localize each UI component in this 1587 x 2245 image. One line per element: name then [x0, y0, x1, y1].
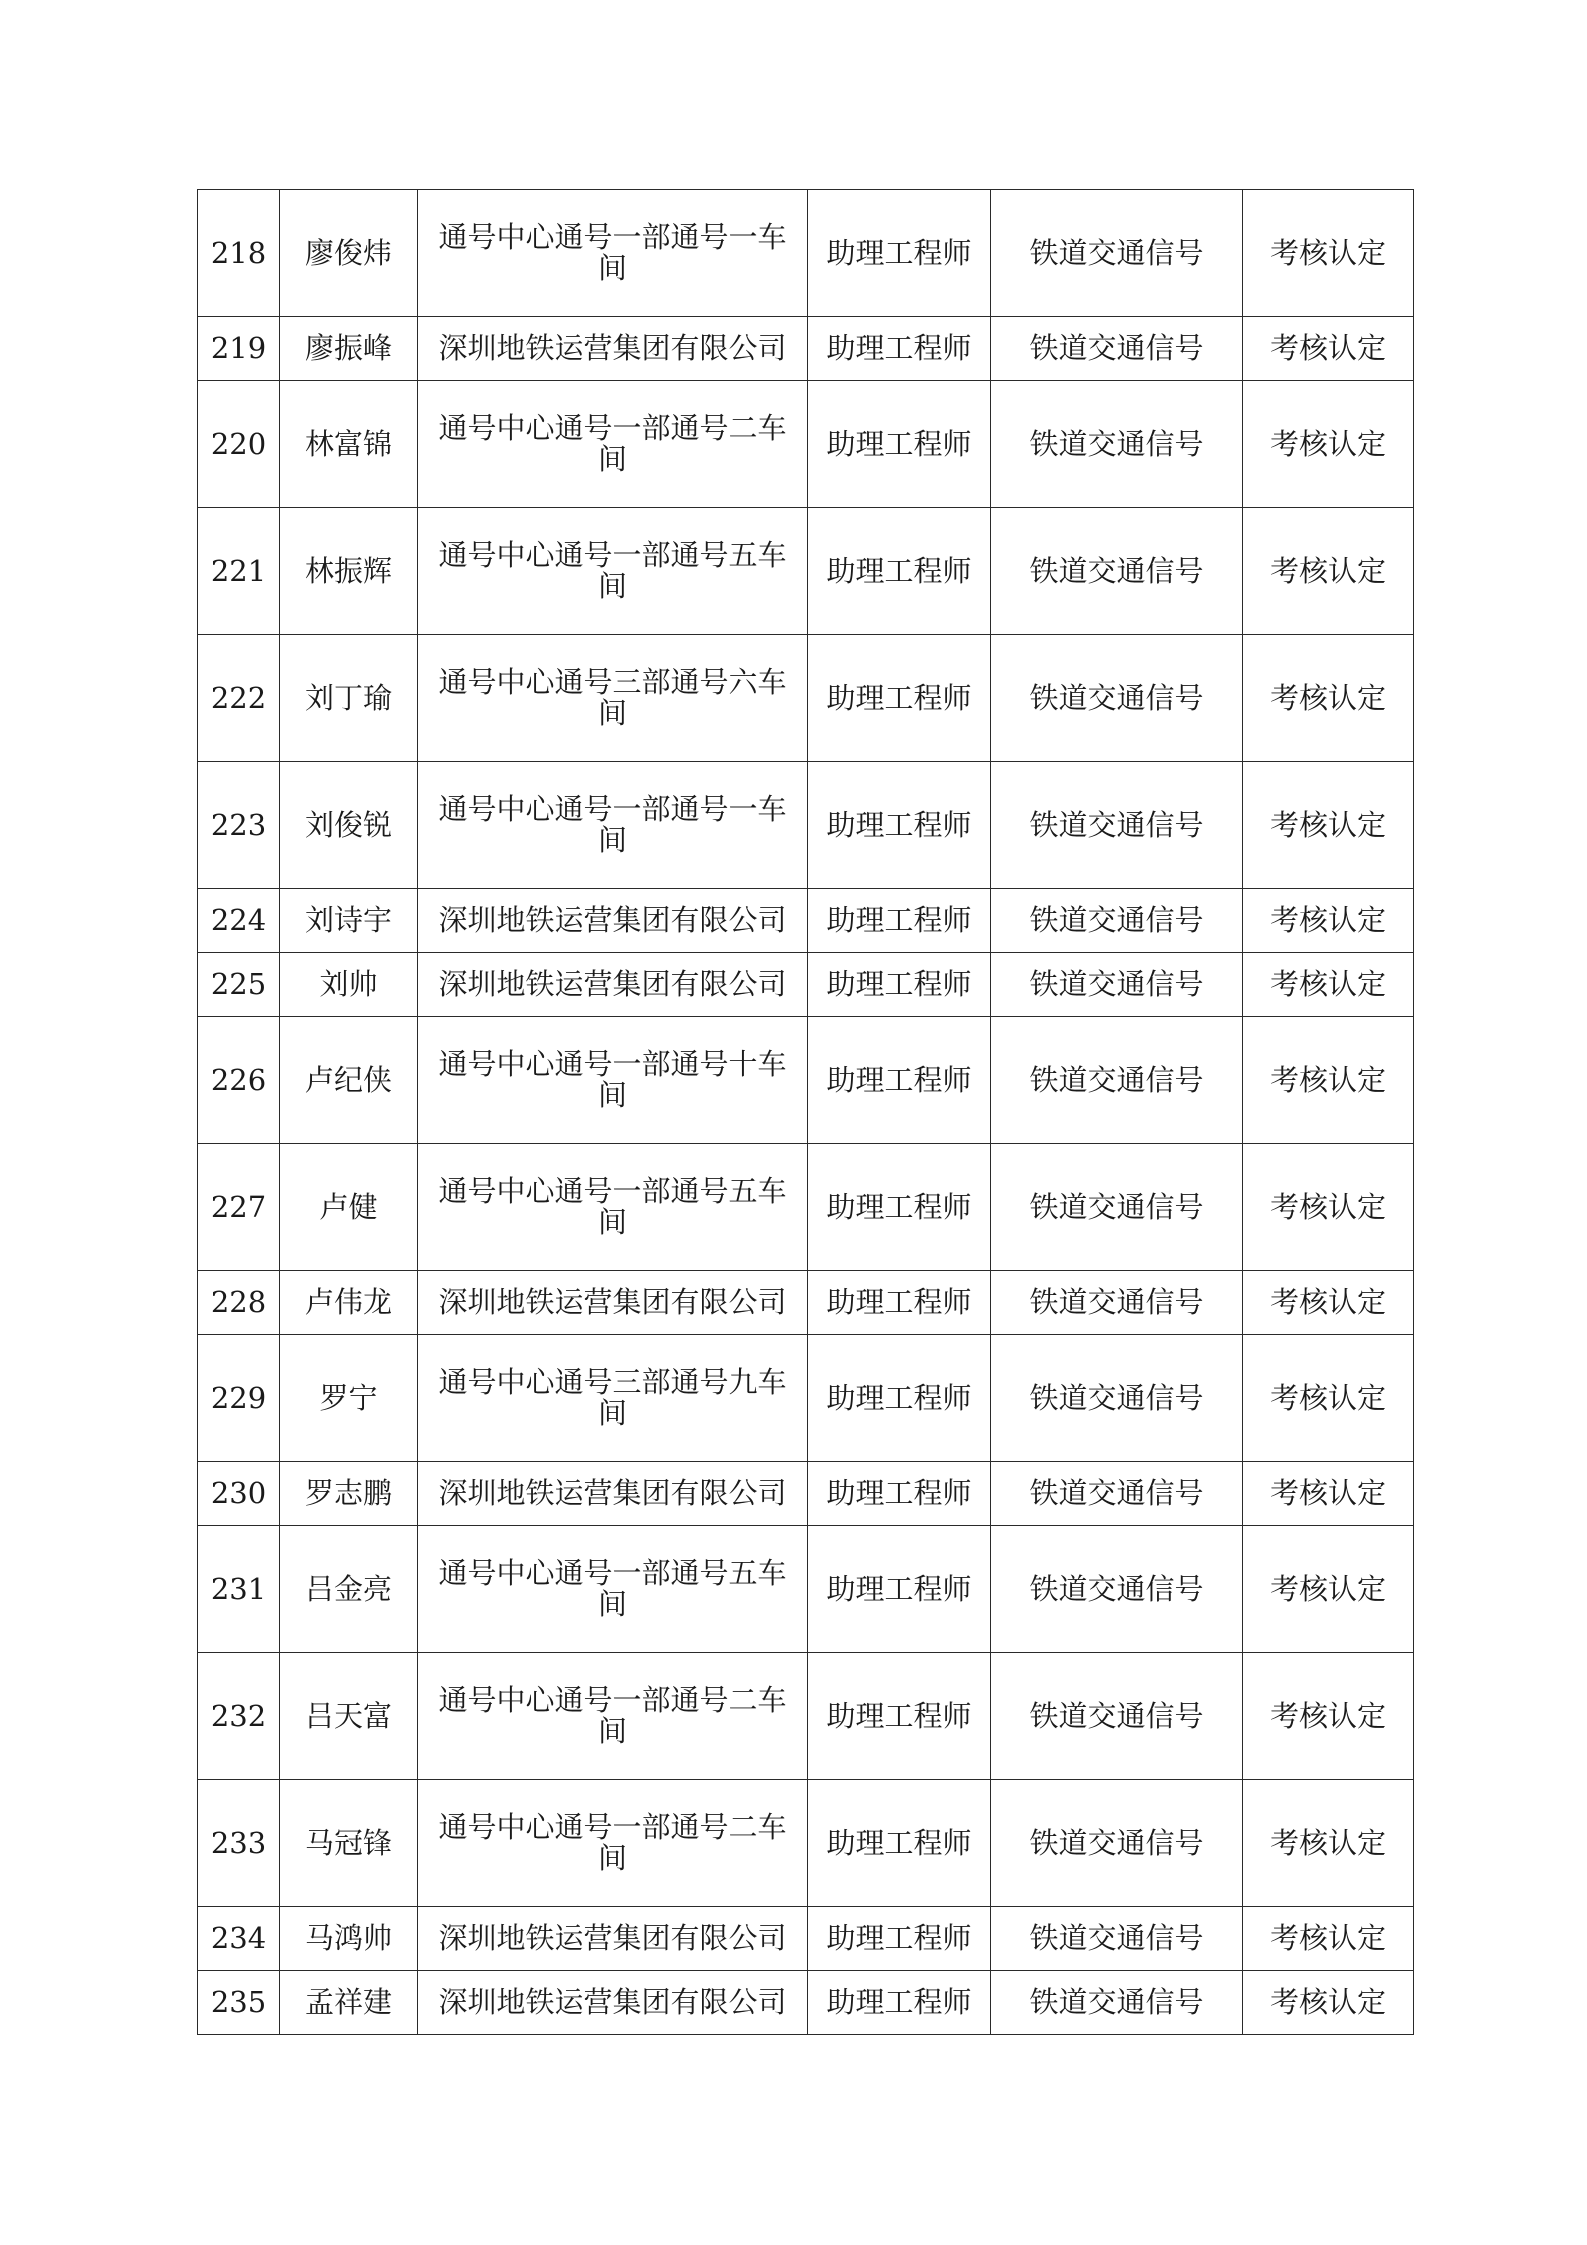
table-row — [198, 1780, 1414, 1907]
work-unit-line: 间 — [597, 1841, 627, 1875]
work-unit-cell — [418, 953, 808, 1017]
work-unit-line: 通号中心通号一部通号五车 — [438, 1556, 787, 1590]
table-row — [198, 635, 1414, 762]
qualification-title-cell: 助理工程师 — [808, 1017, 991, 1144]
work-unit-line: 间 — [597, 1396, 627, 1430]
evaluation-method-cell: 考核认定 — [1243, 1271, 1414, 1335]
name-cell: 吕天富 — [280, 1653, 418, 1780]
evaluation-method-cell: 考核认定 — [1243, 1971, 1414, 2035]
specialty-cell: 铁道交通信号 — [991, 953, 1243, 1017]
work-unit-line: 通号中心通号一部通号一车 — [438, 220, 787, 254]
evaluation-method-cell: 考核认定 — [1243, 381, 1414, 508]
evaluation-method-cell: 考核认定 — [1243, 1462, 1414, 1526]
table-row — [198, 381, 1414, 508]
work-unit-cell — [418, 317, 808, 381]
work-unit-line: 通号中心通号一部通号十车 — [438, 1047, 787, 1081]
work-unit-cell — [418, 1971, 808, 2035]
name-cell: 罗志鹏 — [280, 1462, 418, 1526]
evaluation-method-cell: 考核认定 — [1243, 1907, 1414, 1971]
evaluation-method-cell: 考核认定 — [1243, 889, 1414, 953]
specialty-cell: 铁道交通信号 — [991, 1271, 1243, 1335]
specialty-cell: 铁道交通信号 — [991, 1462, 1243, 1526]
name-cell: 马冠锋 — [280, 1780, 418, 1907]
work-unit-cell — [418, 508, 808, 635]
qualification-title-cell: 助理工程师 — [808, 1907, 991, 1971]
work-unit-cell — [418, 762, 808, 889]
work-unit-cell — [418, 1780, 808, 1907]
specialty-cell: 铁道交通信号 — [991, 317, 1243, 381]
row-number-cell: 219 — [198, 317, 280, 381]
work-unit-line: 间 — [597, 442, 627, 476]
work-unit-line: 通号中心通号三部通号九车 — [438, 1365, 787, 1399]
name-cell: 马鸿帅 — [280, 1907, 418, 1971]
work-unit-cell — [418, 1335, 808, 1462]
work-unit-line: 通号中心通号三部通号六车 — [438, 665, 787, 699]
qualification-title-cell: 助理工程师 — [808, 1462, 991, 1526]
table-row — [198, 1907, 1414, 1971]
work-unit-cell — [418, 1653, 808, 1780]
work-unit-line: 深圳地铁运营集团有限公司 — [438, 1985, 787, 2019]
work-unit-line: 深圳地铁运营集团有限公司 — [438, 331, 787, 365]
name-cell: 廖俊炜 — [280, 190, 418, 317]
evaluation-method-cell: 考核认定 — [1243, 1526, 1414, 1653]
name-cell: 刘诗宇 — [280, 889, 418, 953]
table-row — [198, 889, 1414, 953]
evaluation-method-cell: 考核认定 — [1243, 1780, 1414, 1907]
work-unit-cell — [418, 1144, 808, 1271]
specialty-cell: 铁道交通信号 — [991, 1526, 1243, 1653]
table-row — [198, 1653, 1414, 1780]
name-cell: 卢伟龙 — [280, 1271, 418, 1335]
qualification-title-cell: 助理工程师 — [808, 508, 991, 635]
row-number-cell: 227 — [198, 1144, 280, 1271]
specialty-cell: 铁道交通信号 — [991, 1780, 1243, 1907]
row-number-cell: 230 — [198, 1462, 280, 1526]
name-cell: 刘帅 — [280, 953, 418, 1017]
name-cell: 罗宁 — [280, 1335, 418, 1462]
work-unit-line: 深圳地铁运营集团有限公司 — [438, 1476, 787, 1510]
name-cell: 吕金亮 — [280, 1526, 418, 1653]
name-cell: 刘丁瑜 — [280, 635, 418, 762]
qualification-title-cell: 助理工程师 — [808, 1271, 991, 1335]
table-row — [198, 1971, 1414, 2035]
work-unit-line: 通号中心通号一部通号五车 — [438, 538, 787, 572]
work-unit-line: 深圳地铁运营集团有限公司 — [438, 1285, 787, 1319]
table-row — [198, 317, 1414, 381]
evaluation-method-cell: 考核认定 — [1243, 190, 1414, 317]
row-number-cell: 235 — [198, 1971, 280, 2035]
row-number-cell: 218 — [198, 190, 280, 317]
table-row — [198, 1017, 1414, 1144]
evaluation-method-cell: 考核认定 — [1243, 953, 1414, 1017]
row-number-cell: 231 — [198, 1526, 280, 1653]
specialty-cell: 铁道交通信号 — [991, 762, 1243, 889]
work-unit-line: 深圳地铁运营集团有限公司 — [438, 967, 787, 1001]
row-number-cell: 224 — [198, 889, 280, 953]
table-row — [198, 1144, 1414, 1271]
name-cell: 廖振峰 — [280, 317, 418, 381]
specialty-cell: 铁道交通信号 — [991, 635, 1243, 762]
work-unit-line: 间 — [597, 1714, 627, 1748]
specialty-cell: 铁道交通信号 — [991, 1653, 1243, 1780]
evaluation-method-cell: 考核认定 — [1243, 1144, 1414, 1271]
qualification-title-cell: 助理工程师 — [808, 1144, 991, 1271]
name-cell: 孟祥建 — [280, 1971, 418, 2035]
work-unit-cell — [418, 381, 808, 508]
row-number-cell: 229 — [198, 1335, 280, 1462]
qualification-title-cell: 助理工程师 — [808, 953, 991, 1017]
evaluation-method-cell: 考核认定 — [1243, 762, 1414, 889]
specialty-cell: 铁道交通信号 — [991, 1335, 1243, 1462]
qualification-title-cell: 助理工程师 — [808, 635, 991, 762]
specialty-cell: 铁道交通信号 — [991, 1971, 1243, 2035]
table-row — [198, 1462, 1414, 1526]
work-unit-line: 通号中心通号一部通号二车 — [438, 1683, 787, 1717]
specialty-cell: 铁道交通信号 — [991, 889, 1243, 953]
work-unit-line: 深圳地铁运营集团有限公司 — [438, 903, 787, 937]
qualification-title-cell: 助理工程师 — [808, 381, 991, 508]
evaluation-method-cell: 考核认定 — [1243, 1653, 1414, 1780]
work-unit-line: 深圳地铁运营集团有限公司 — [438, 1921, 787, 1955]
work-unit-line: 间 — [597, 823, 627, 857]
qualification-title-cell: 助理工程师 — [808, 317, 991, 381]
roster-table-body — [198, 190, 1414, 2035]
work-unit-cell — [418, 1526, 808, 1653]
name-cell: 卢健 — [280, 1144, 418, 1271]
row-number-cell: 232 — [198, 1653, 280, 1780]
work-unit-cell — [418, 1907, 808, 1971]
work-unit-cell — [418, 1462, 808, 1526]
row-number-cell: 222 — [198, 635, 280, 762]
qualification-title-cell: 助理工程师 — [808, 1526, 991, 1653]
specialty-cell: 铁道交通信号 — [991, 1017, 1243, 1144]
work-unit-cell — [418, 635, 808, 762]
qualification-title-cell: 助理工程师 — [808, 190, 991, 317]
specialty-cell: 铁道交通信号 — [991, 381, 1243, 508]
evaluation-method-cell: 考核认定 — [1243, 1335, 1414, 1462]
specialty-cell: 铁道交通信号 — [991, 1144, 1243, 1271]
table-row — [198, 1526, 1414, 1653]
table-row — [198, 508, 1414, 635]
qualification-title-cell: 助理工程师 — [808, 1780, 991, 1907]
specialty-cell: 铁道交通信号 — [991, 508, 1243, 635]
row-number-cell: 223 — [198, 762, 280, 889]
work-unit-line: 间 — [597, 569, 627, 603]
qualification-title-cell: 助理工程师 — [808, 1971, 991, 2035]
work-unit-line: 间 — [597, 251, 627, 285]
work-unit-line: 间 — [597, 1587, 627, 1621]
qualification-title-cell: 助理工程师 — [808, 1653, 991, 1780]
evaluation-method-cell: 考核认定 — [1243, 317, 1414, 381]
work-unit-cell — [418, 190, 808, 317]
row-number-cell: 228 — [198, 1271, 280, 1335]
row-number-cell: 225 — [198, 953, 280, 1017]
evaluation-method-cell: 考核认定 — [1243, 508, 1414, 635]
work-unit-cell — [418, 1017, 808, 1144]
name-cell: 卢纪侠 — [280, 1017, 418, 1144]
qualification-title-cell: 助理工程师 — [808, 1335, 991, 1462]
specialty-cell: 铁道交通信号 — [991, 1907, 1243, 1971]
roster-table — [197, 189, 1414, 2035]
evaluation-method-cell: 考核认定 — [1243, 635, 1414, 762]
qualification-title-cell: 助理工程师 — [808, 889, 991, 953]
table-row — [198, 190, 1414, 317]
work-unit-line: 间 — [597, 1205, 627, 1239]
work-unit-cell — [418, 889, 808, 953]
table-row — [198, 762, 1414, 889]
name-cell: 林振辉 — [280, 508, 418, 635]
row-number-cell: 221 — [198, 508, 280, 635]
work-unit-line: 间 — [597, 1078, 627, 1112]
name-cell: 刘俊锐 — [280, 762, 418, 889]
row-number-cell: 220 — [198, 381, 280, 508]
table-row — [198, 1335, 1414, 1462]
table-row — [198, 1271, 1414, 1335]
work-unit-line: 通号中心通号一部通号二车 — [438, 1810, 787, 1844]
row-number-cell: 233 — [198, 1780, 280, 1907]
qualification-title-cell: 助理工程师 — [808, 762, 991, 889]
specialty-cell: 铁道交通信号 — [991, 190, 1243, 317]
row-number-cell: 234 — [198, 1907, 280, 1971]
work-unit-line: 通号中心通号一部通号二车 — [438, 411, 787, 445]
name-cell: 林富锦 — [280, 381, 418, 508]
row-number-cell: 226 — [198, 1017, 280, 1144]
work-unit-line: 通号中心通号一部通号一车 — [438, 792, 787, 826]
table-row — [198, 953, 1414, 1017]
work-unit-line: 通号中心通号一部通号五车 — [438, 1174, 787, 1208]
work-unit-cell — [418, 1271, 808, 1335]
work-unit-line: 间 — [597, 696, 627, 730]
evaluation-method-cell: 考核认定 — [1243, 1017, 1414, 1144]
